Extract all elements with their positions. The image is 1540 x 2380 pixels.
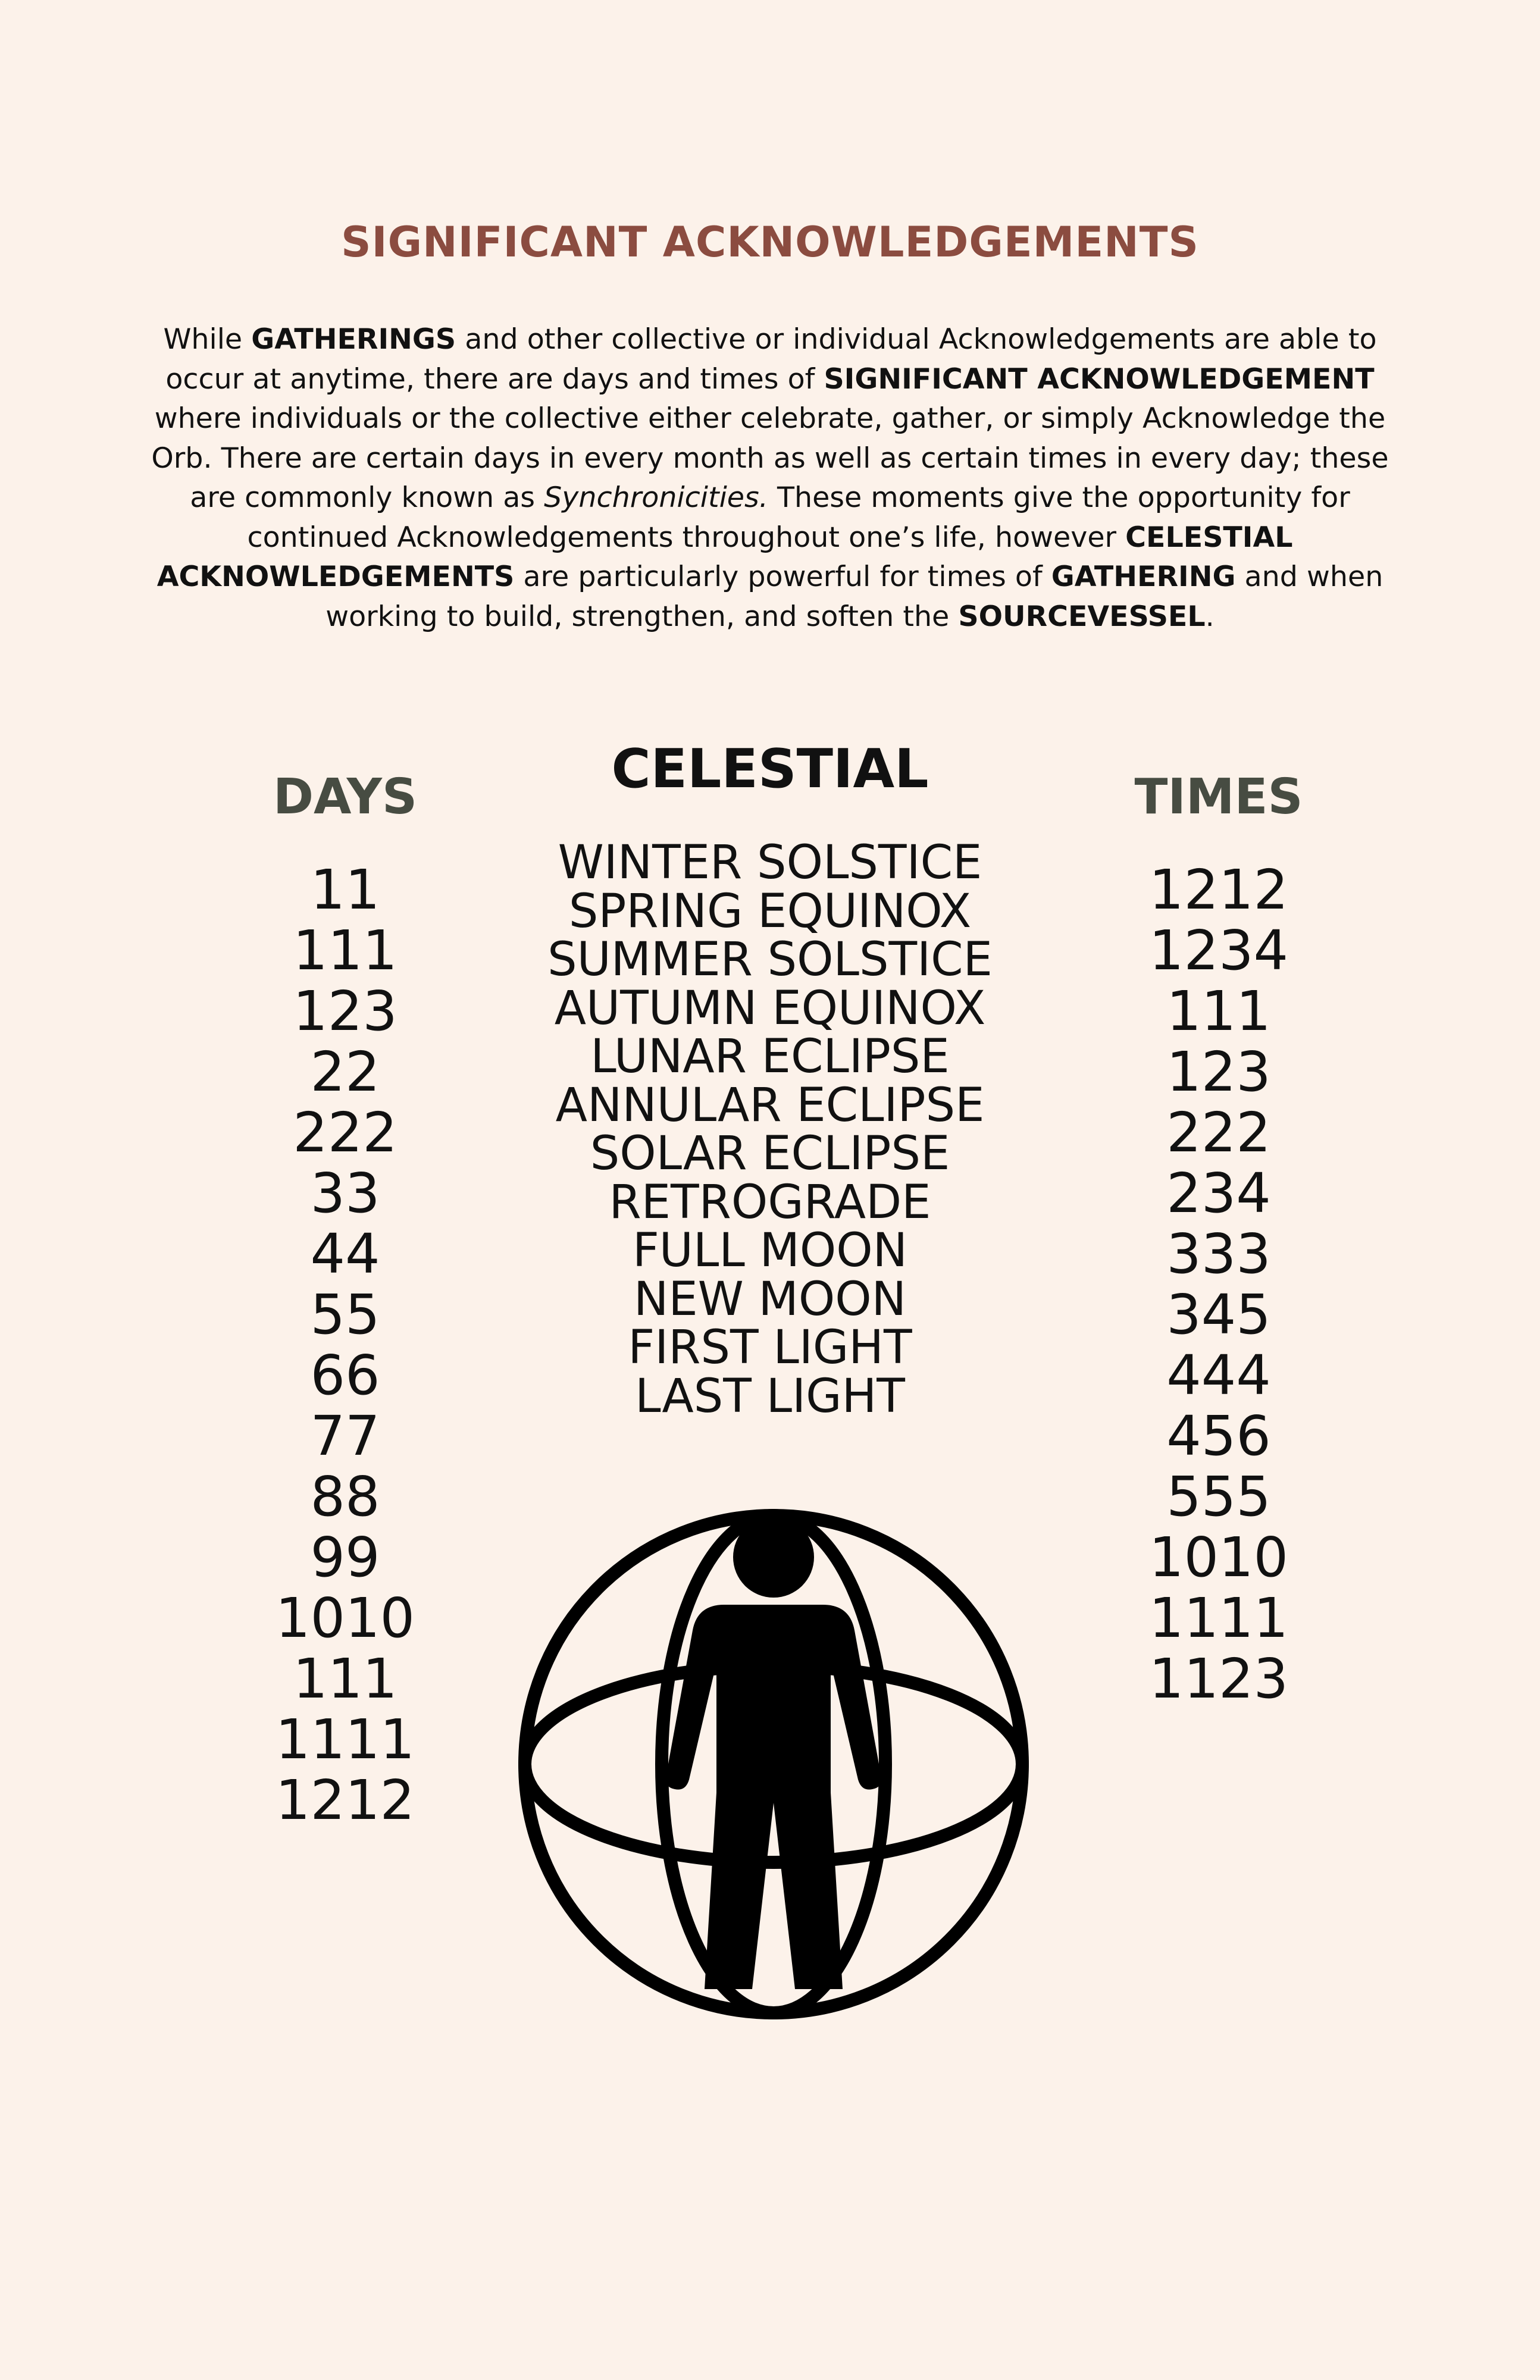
times-heading: TIMES [1134,769,1303,825]
celestial-list-item: LUNAR ECLIPSE [590,1030,950,1083]
celestial-list-item: FIRST LIGHT [628,1321,912,1374]
days-list-item: 1111 [275,1708,415,1771]
celestial-list-item: SPRING EQUINOX [568,884,972,938]
days-list-item: 88 [310,1465,380,1529]
celestial-list-item: FULL MOON [632,1224,908,1277]
days-list-item: 77 [310,1404,380,1468]
days-list [226,860,464,1831]
intro-paragraph [149,320,1391,637]
intro-text: While [163,323,252,356]
times-list-item: 1010 [1148,1526,1289,1589]
days-list-item: 66 [310,1344,380,1407]
celestial-list-item: SUMMER SOLSTICE [547,933,993,987]
times-list-item: 123 [1166,1040,1271,1104]
intro-italic-text: Synchronicities. [544,481,768,514]
figure-body [666,1605,882,1989]
intro-bold-text: GATHERING [1051,560,1236,593]
days-list-item: 11 [310,858,380,922]
intro-bold-text: SIGNIFICANT ACKNOWLEDGEMENT [824,362,1375,396]
intro-text: where individuals or the collective either celebrate, gather, or simply Acknowledge the Orb. There are certain days in every month as well as certain times in every day; these are commonly known as [151,402,1389,514]
times-list-item: 555 [1166,1465,1271,1529]
celestial-list-item: WINTER SOLSTICE [558,836,982,890]
times-list-item: 456 [1166,1404,1271,1468]
times-list-item: 111 [1166,979,1271,1043]
intro-text: and when working to build, strengthen, and soften the [325,560,1384,633]
times-list-item: 1234 [1148,919,1289,982]
days-list-item: 111 [293,919,397,982]
celestial-list-item: LAST LIGHT [635,1369,905,1423]
times-list-item: 444 [1166,1344,1271,1407]
times-list-item: 222 [1166,1101,1271,1164]
times-list-item: 1111 [1148,1586,1289,1650]
celestial-heading: CELESTIAL [611,738,929,800]
intro-text: are particularly powerful for times of [514,560,1051,593]
times-list-item: 234 [1166,1161,1271,1225]
celestial-list [502,836,1038,1423]
intro-text: These moments give the opportunity for continued Acknowledgements throughout one’s life, however [247,481,1350,554]
days-list-item: 123 [293,979,397,1043]
celestial-list-item: ANNULAR ECLIPSE [555,1078,985,1132]
figure-head [733,1517,814,1598]
days-list-item: 111 [293,1647,397,1711]
days-list-item: 33 [310,1161,380,1225]
days-list-item: 99 [310,1526,380,1589]
intro-bold-text: CELESTIAL ACKNOWLEDGEMENTS [156,521,1293,593]
celestial-list-item: RETROGRADE [609,1175,931,1229]
celestial-list-item: NEW MOON [634,1272,906,1326]
intro-bold-text: SOURCEVESSEL [958,600,1206,633]
celestial-list-item: SOLAR ECLIPSE [590,1127,950,1180]
times-list-item: 1123 [1148,1647,1289,1711]
days-list-item: 222 [293,1101,397,1164]
days-list-item: 1010 [275,1586,415,1650]
intro-bold-text: GATHERINGS [251,323,456,356]
intro-text: and other collective or individual Acknowledgements are able to occur at anytime, there are days and times of [165,323,1377,396]
days-list-item: 1212 [275,1768,415,1832]
days-list-item: 55 [310,1283,380,1346]
days-list-item: 44 [310,1222,380,1286]
page-title: SIGNIFICANT ACKNOWLEDGEMENTS [341,218,1199,267]
days-list-item: 22 [310,1040,380,1104]
days-heading: DAYS [273,769,418,825]
times-list-item: 333 [1166,1222,1271,1286]
celestial-list-item: AUTUMN EQUINOX [554,981,986,1035]
intro-text: . [1205,600,1215,633]
times-list-item: 1212 [1148,858,1289,922]
human-figure-in-orb-icon [512,1502,1035,2026]
times-list-item: 345 [1166,1283,1271,1346]
times-list [1100,860,1338,1709]
